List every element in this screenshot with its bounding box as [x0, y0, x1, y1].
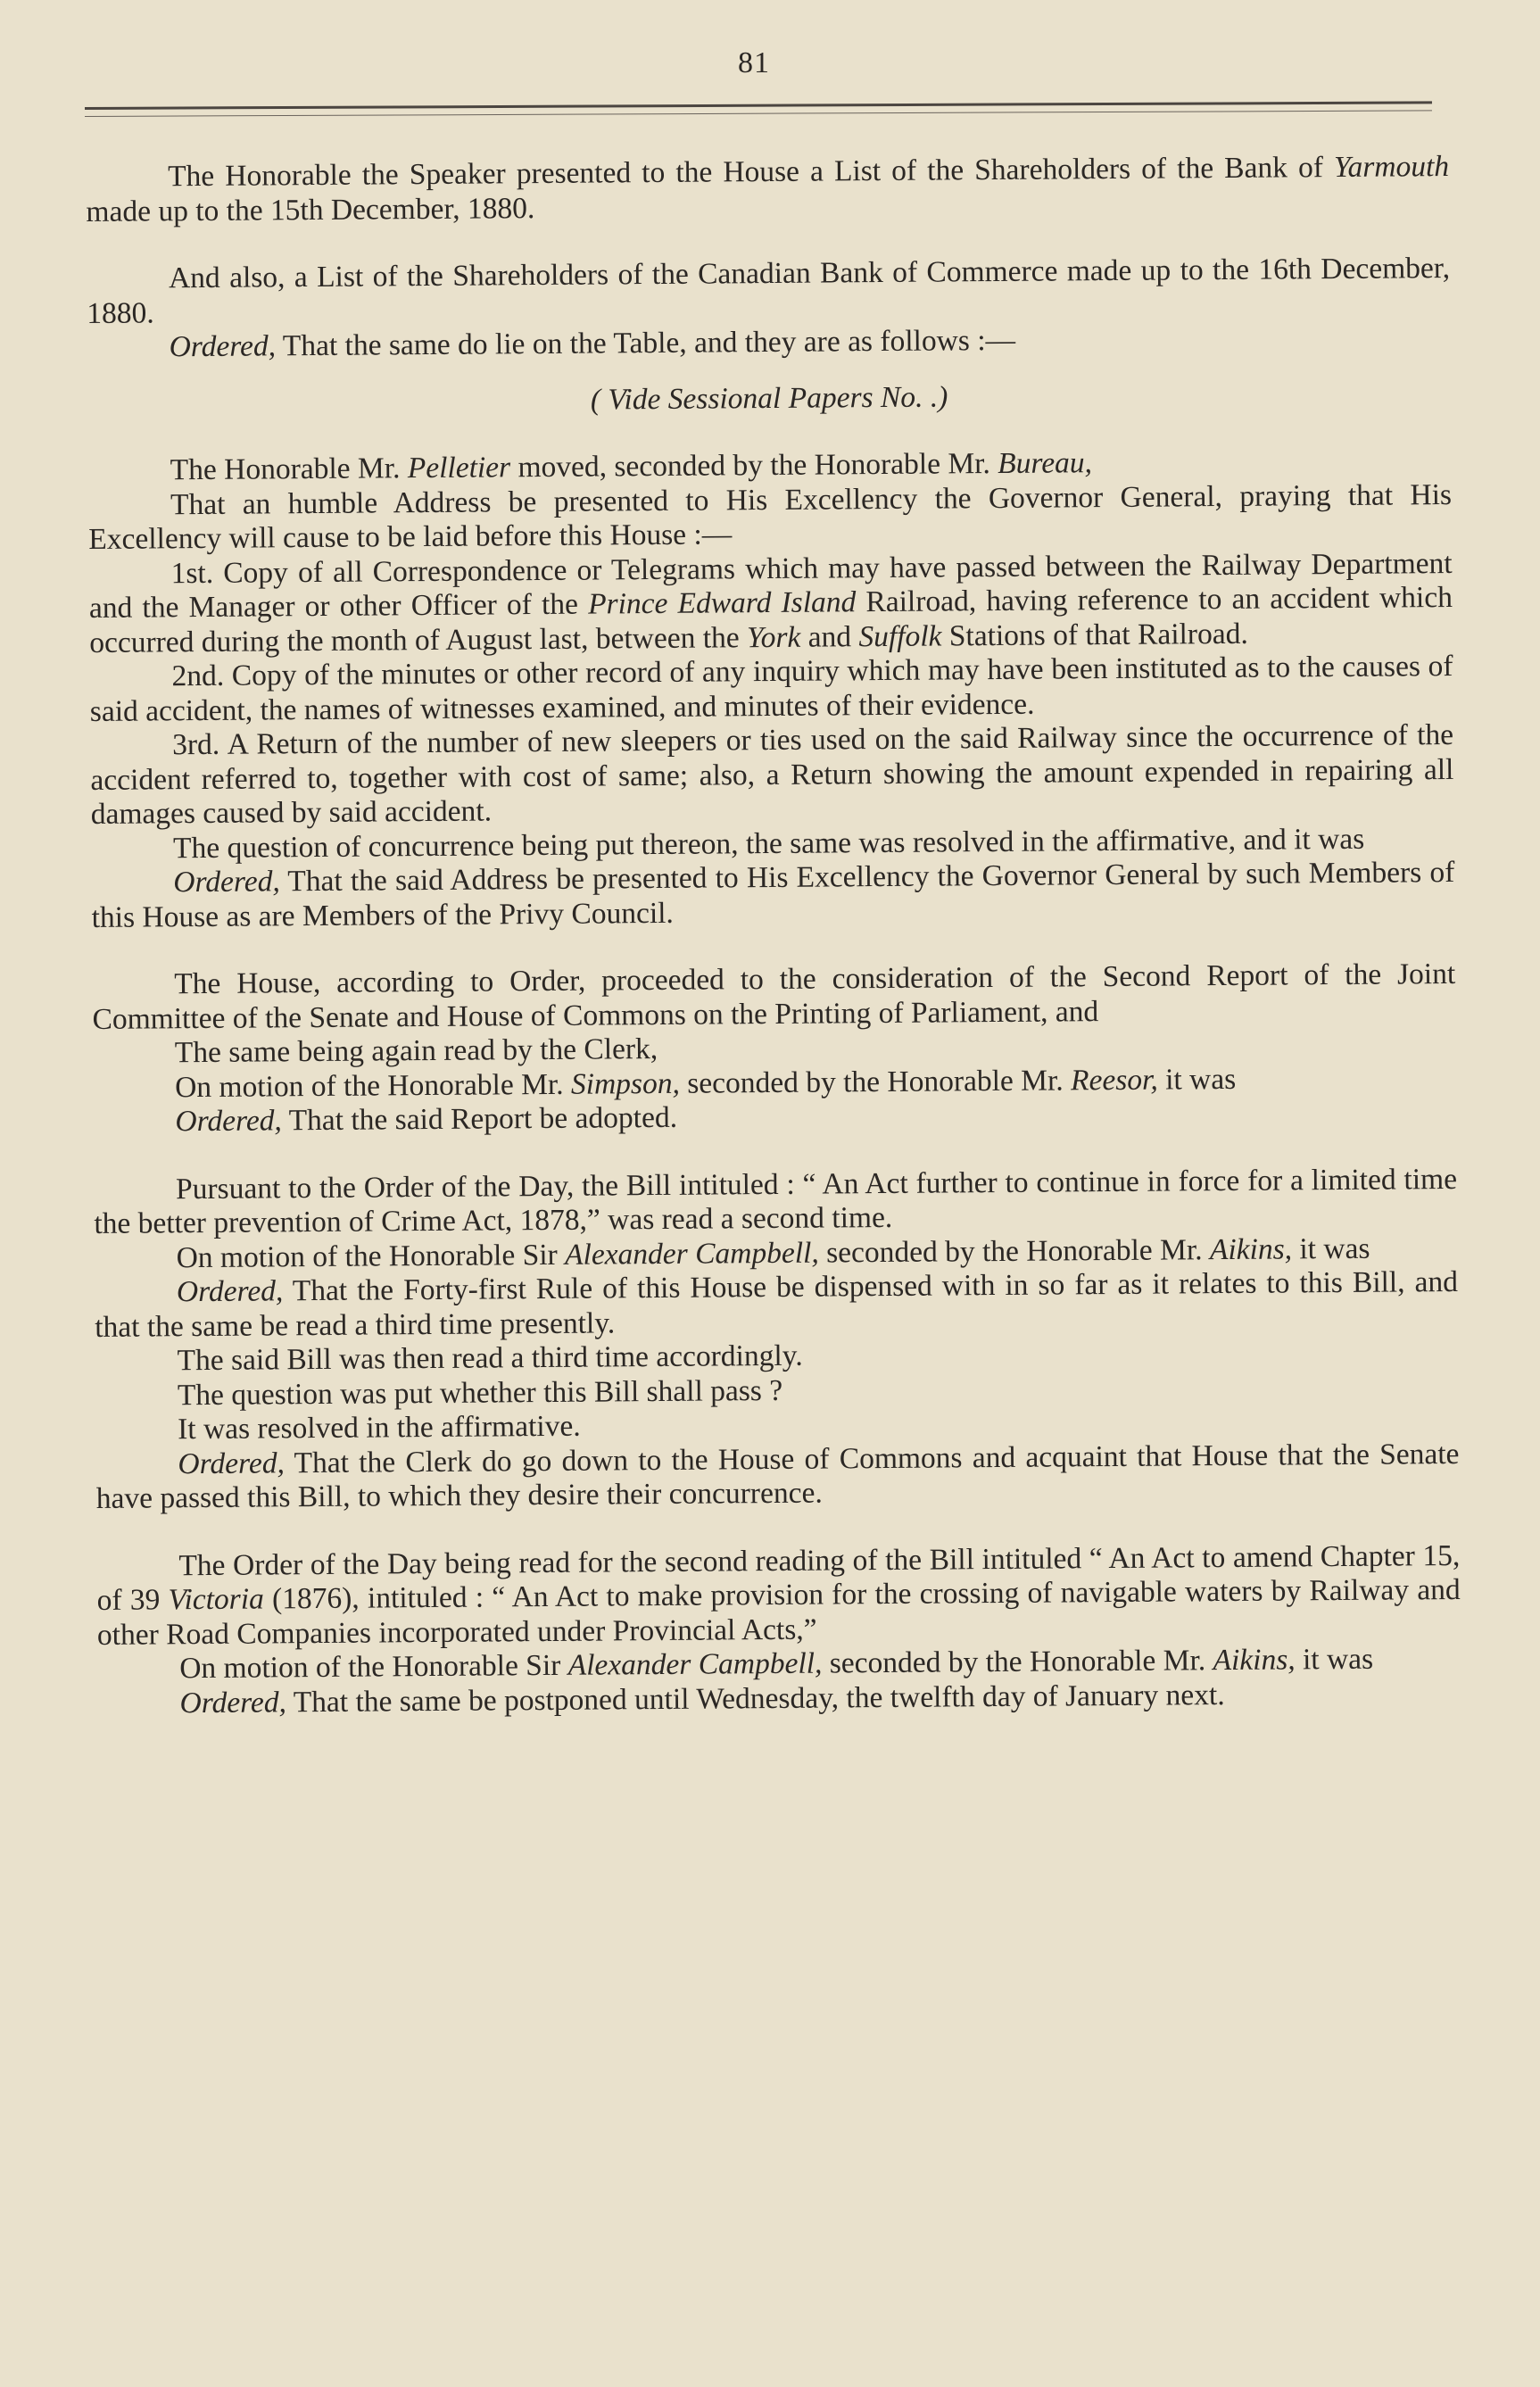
- text-run: it was: [1295, 1642, 1374, 1677]
- body-text: [86, 150, 1461, 1721]
- italic-text: York: [746, 620, 801, 654]
- text-run: And also, a List of the Shareholders of the Canadian Bank of Commerce made up to the 16th December, 1880.: [87, 251, 1451, 330]
- text-run: On motion of the Honorable Mr.: [175, 1067, 572, 1104]
- text-run: On motion of the Honorable Sir: [179, 1648, 568, 1686]
- italic-text: Ordered,: [169, 329, 277, 364]
- paragraph: [96, 1538, 1461, 1652]
- italic-text: Suffolk: [858, 618, 942, 653]
- italic-text: Ordered,: [179, 1685, 287, 1720]
- text-run: seconded by the Honorable Mr.: [822, 1644, 1213, 1680]
- text-run: The question was put whether this Bill shall pass ?: [177, 1373, 783, 1412]
- page-number: 81: [738, 46, 770, 79]
- text-run: It was resolved in the affirmative.: [178, 1409, 581, 1446]
- italic-text: Aikins,: [1213, 1643, 1296, 1678]
- paragraph: [86, 150, 1450, 229]
- italic-text: Aikins,: [1209, 1231, 1293, 1266]
- paragraph: [94, 1162, 1458, 1241]
- italic-text: ( Vide Sessional Papers No. .): [590, 379, 948, 417]
- text-run: The Honorable the Speaker presented to the House a List of the Shareholders of the Bank of: [167, 151, 1335, 194]
- italic-text: Simpson,: [570, 1066, 681, 1101]
- text-run: seconded by the Honorable Mr.: [818, 1232, 1211, 1270]
- text-run: The same being again read by the Clerk,: [174, 1032, 658, 1070]
- paragraph: [95, 1265, 1459, 1345]
- text-run: Pursuant to the Order of the Day, the Bill intituled : “ An Act further to continue in force for a limited time the better prevention of Crime Act, 1878,” was read a second time.: [94, 1162, 1458, 1240]
- header-rule: [85, 101, 1432, 110]
- text-run: That the same be postponed until Wednesday, the twelfth day of January next.: [286, 1678, 1225, 1719]
- paragraph: [91, 856, 1455, 935]
- text-run: The Order of the Day being read for the second reading of the Bill intituled “ An Act to amend Chapter 15, of 39: [96, 1538, 1461, 1617]
- text-run: On motion of the Honorable Sir: [176, 1238, 566, 1274]
- text-run: 2nd. Copy of the minutes or other record of any inquiry which may have been instituted as to the causes of said accident, the names of witnesses examined, and minutes of their evidence.: [89, 649, 1453, 728]
- text-run: That the said Report be adopted.: [281, 1100, 678, 1138]
- italic-text: Victoria: [168, 1582, 264, 1617]
- italic-text: Reesor,: [1070, 1063, 1158, 1097]
- text-run: it was: [1157, 1062, 1237, 1097]
- italic-text: Bureau,: [998, 446, 1093, 480]
- italic-text: Prince Edward Island: [587, 585, 857, 621]
- paragraph: [89, 650, 1453, 729]
- text-run: made up to the 15th December, 1880.: [86, 191, 535, 228]
- text-run: The Honorable Mr.: [170, 452, 408, 487]
- text-run: it was: [1291, 1231, 1370, 1265]
- text-run: That the same do lie on the Table, and they are as follows :—: [275, 323, 1016, 363]
- italic-text: Ordered,: [173, 865, 280, 899]
- text-run: That the Clerk do go down to the House of Commons and acquaint that House that the Senate have passed this Bill, to which they desire their concurrence.: [95, 1437, 1460, 1515]
- italic-text: Yarmouth: [1333, 149, 1450, 185]
- text-run: The House, according to Order, proceeded to the consideration of the Second Report of the Joint Committee of the Senate and House of Commons on the Printing of Parliament, and: [92, 957, 1456, 1036]
- text-run: seconded by the Honorable Mr.: [679, 1063, 1072, 1100]
- text-run: That the said Address be presented to His Excellency the Governor General by such Members of this House as are Members of the Privy Council.: [91, 855, 1455, 934]
- header-rule-thin: [85, 110, 1432, 117]
- text-run: and: [800, 619, 859, 654]
- italic-text: Alexander Campbell,: [567, 1646, 823, 1682]
- text-run: moved, seconded by the Honorable Mr.: [509, 446, 998, 485]
- text-run: That the Forty-first Rule of this House be dispensed with in so far as it relates to this Bill, and that the same be read a third time presently.: [95, 1264, 1459, 1344]
- text-run: 1st. Copy of all Correspondence or Telegrams which may have passed between the Railway Department and the Manager or other Officer of the: [88, 546, 1453, 625]
- text-run: (1876), intituled : “ An Act to make provision for the crossing of navigable waters by Railway and other Road Companies incorporated under Provincial Acts,”: [96, 1572, 1461, 1652]
- paragraph: [90, 718, 1454, 832]
- italic-text: Ordered,: [176, 1274, 284, 1309]
- italic-text: Alexander Campbell,: [564, 1236, 819, 1272]
- paragraph: [92, 957, 1456, 1037]
- text-run: 3rd. A Return of the number of new sleepers or ties used on the said Railway since the occurrence of the accident referred to, together with cost of same; also, a Return showing the amount expended in repairing all damages caused by said accident.: [90, 717, 1454, 831]
- italic-text: Pelletier: [407, 451, 511, 485]
- paragraph: [87, 252, 1451, 331]
- text-run: The said Bill was then read a third time accordingly.: [177, 1339, 803, 1378]
- paragraph: [95, 1437, 1460, 1516]
- text-run: Stations of that Railroad.: [941, 617, 1248, 652]
- text-run: The question of concurrence being put thereon, the same was resolved in the affirmative, and it was: [172, 822, 1365, 865]
- italic-text: Ordered,: [175, 1104, 283, 1139]
- paragraph: [88, 546, 1453, 659]
- text-run: That an humble Address be presented to His Excellency the Governor General, praying that His Excellency will cause to be laid before this House :—: [88, 477, 1453, 556]
- text-run: Railroad, having reference to an accident which occurred during the month of August last, between the: [89, 580, 1453, 659]
- italic-text: Ordered,: [178, 1446, 286, 1480]
- paragraph: [88, 477, 1453, 557]
